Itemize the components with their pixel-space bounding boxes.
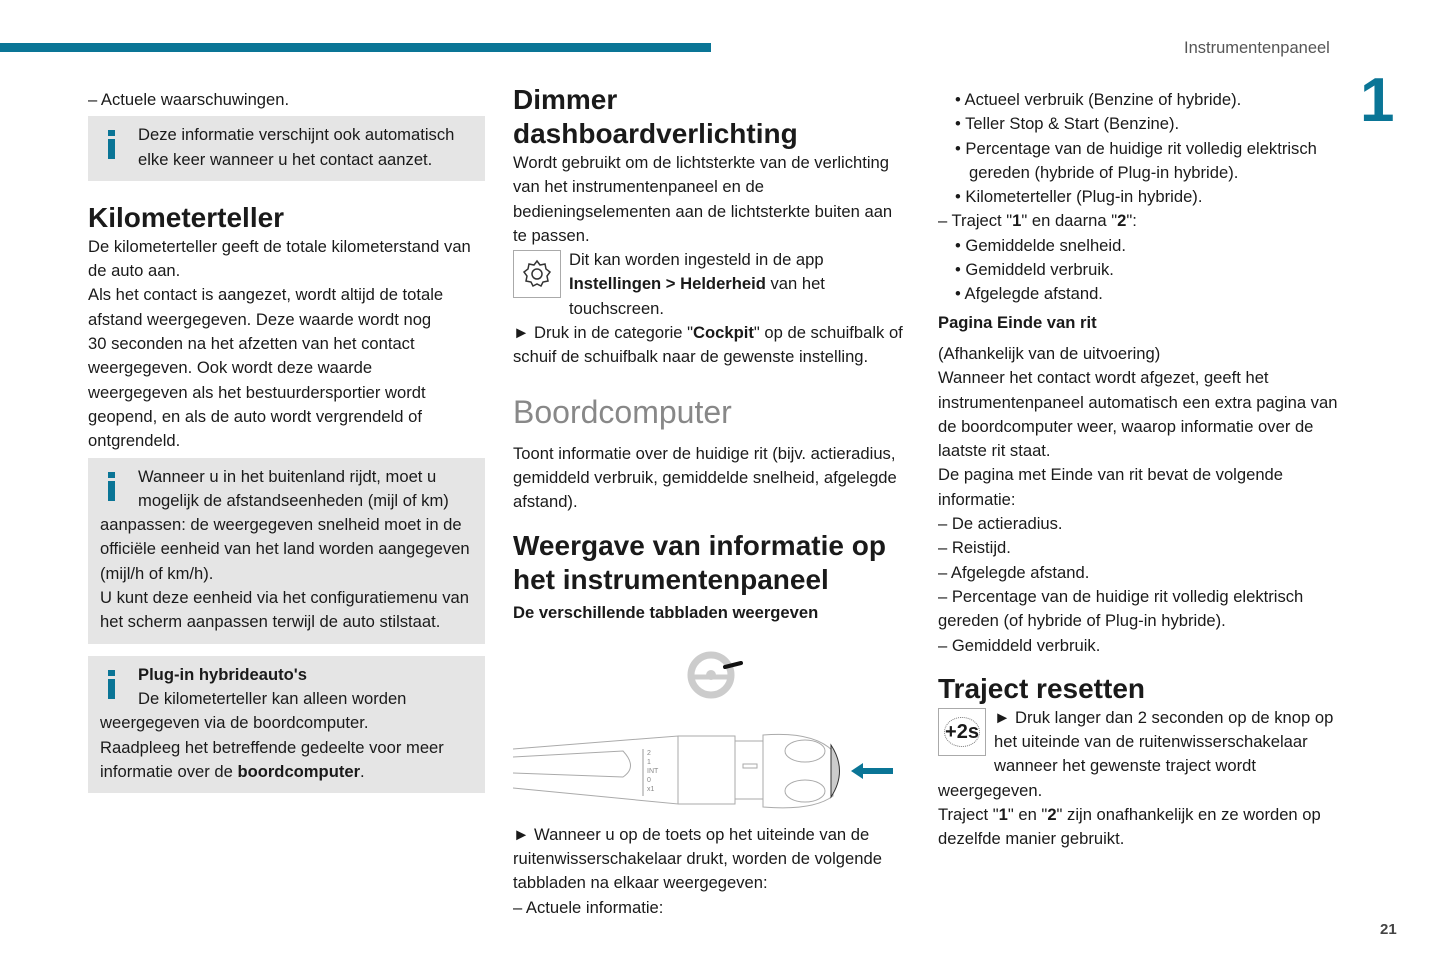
note-text: U kunt deze eenheid via het configuratiemenu van het scherm aanpassen terwijl de auto stilstaat.: [100, 588, 469, 632]
paragraph: Traject "1" en "2" zijn onafhankelijk en ze worden op dezelfde manier gebruikt.: [938, 805, 1321, 849]
fig-label: 1: [647, 758, 651, 766]
bullet-item: • Afgelegde afstand.: [955, 284, 1103, 304]
paragraph: (Afhankelijk van de uitvoering): [938, 343, 1161, 363]
dash-item: – Gemiddeld verbruik.: [938, 635, 1101, 655]
dash-item: – Traject "1" en daarna "2":: [938, 211, 1137, 231]
note-text: aanpassen: de weergegeven snelheid moet in de officiële eenheid van het land worden aangegeven (mijl/h of km/h).: [100, 515, 470, 583]
fig-label: 2: [647, 749, 651, 757]
info-icon: [108, 670, 116, 699]
paragraph: Wordt gebruikt om de lichtsterkte van de verlichting van het instrumentenpaneel en de bedieningselementen aan de lichtsterkte buiten aan te passen.: [513, 153, 893, 245]
bullet-item: • Kilometerteller (Plug-in hybride).: [955, 187, 1203, 207]
paragraph: De pagina met Einde van rit bevat de volgende informatie:: [938, 465, 1284, 509]
dash-item: – Actuele informatie:: [513, 897, 664, 917]
heading-kilometerteller: Kilometerteller: [88, 201, 285, 233]
note-text: weergegeven via de boordcomputer.: [100, 713, 369, 733]
column-1: [88, 88, 485, 793]
fig-label: 0: [647, 776, 651, 784]
paragraph: Dit kan worden ingesteld in de app Instellingen > Helderheid van het touchscreen.: [569, 250, 825, 318]
paragraph: Als het contact is aangezet, wordt altijd de totale afstand weergegeven. Deze waarde wordt nog 30 seconden na het afzetten van het contact weergegeven. Ook wordt deze waarde weergegeven als het bestuurdersportier wordt geopend, en als de auto wordt vergrendeld of ontgrendeld.: [88, 285, 444, 451]
dash-item: – Reistijd.: [938, 538, 1011, 558]
settings-gear-icon: [513, 250, 561, 298]
note-text: Wanneer u in het buitenland rijdt, moet u mogelijk de afstandseenheden (mijl of km): [138, 466, 449, 510]
paragraph: Toont informatie over de huidige rit (bijv. actieradius, gemiddeld verbruik, gemiddelde snelheid, afgelegde afstand).: [513, 443, 897, 512]
fig-label: x1: [647, 785, 655, 793]
bullet-item: • Gemiddelde snelheid.: [955, 235, 1126, 255]
hold-2s-icon: +2s: [938, 708, 986, 756]
dash-item: – Actuele waarschuwingen.: [88, 90, 290, 109]
dash-item: – Afgelegde afstand.: [938, 562, 1090, 582]
note-text: Deze informatie verschijnt ook automatisch elke keer wanneer u het contact aanzet.: [138, 125, 455, 169]
subheading: De verschillende tabbladen weergeven: [513, 602, 819, 622]
dash-item: – Percentage van de huidige rit volledig elektrisch gereden (of hybride of Plug-in hybride).: [938, 586, 1304, 631]
bullet-item: • Gemiddeld verbruik.: [955, 260, 1114, 280]
bullet-item: • Percentage van de huidige rit volledig elektrisch gereden (hybride of Plug-in hybride).: [955, 138, 1317, 182]
wiper-stalk-illustration: [513, 631, 908, 811]
fig-label: INT: [647, 767, 659, 775]
note-text: De kilometerteller kan alleen worden: [138, 688, 407, 708]
info-note: [88, 656, 485, 793]
step: ► Wanneer u op de toets op het uiteinde van de ruitenwisserschakelaar drukt, worden de volgende tabbladen na elkaar weergegeven:: [513, 824, 882, 893]
subheading-einde: Pagina Einde van rit: [938, 312, 1097, 332]
info-icon: [108, 130, 116, 159]
heading-traject-resetten: Traject resetten: [938, 672, 1145, 704]
dash-item: – De actieradius.: [938, 514, 1063, 534]
chapter-number: 1: [1360, 66, 1395, 135]
header-accent-bar: [0, 43, 711, 52]
info-icon: [108, 472, 116, 501]
heading-boordcomputer: Boordcomputer: [513, 393, 732, 430]
column-2: [513, 84, 908, 920]
heading-weergave: Weergave van informatie op het instrumentenpaneel: [513, 529, 886, 595]
step: ► Druk in de categorie "Cockpit" op de schuifbalk of schuif de schuifbalk naar de gewenste instelling.: [513, 323, 903, 367]
note-title: Plug-in hybrideauto's: [138, 664, 307, 684]
column-3: [938, 88, 1338, 852]
step: ► Druk langer dan 2 seconden op de knop op het uiteinde van de ruitenwisserschakelaar wanneer het gewenste traject wordt weergegeven.: [938, 707, 1334, 800]
paragraph: De kilometerteller geeft de totale kilometerstand van de auto aan.: [88, 236, 471, 281]
section-title: Instrumentenpaneel: [1184, 39, 1330, 57]
bullet-item: • Actueel verbruik (Benzine of hybride).: [955, 90, 1242, 109]
info-note: [88, 116, 485, 181]
info-note: [88, 458, 485, 644]
bullet-item: • Teller Stop & Start (Benzine).: [955, 114, 1180, 134]
note-text: Raadpleeg het betreffende gedeelte voor meer informatie over de boordcomputer.: [100, 737, 444, 781]
heading-dimmer: Dimmer dashboardverlichting: [513, 84, 798, 149]
page-number: 21: [1380, 921, 1397, 938]
paragraph: Wanneer het contact wordt afgezet, geeft het instrumentenpaneel automatisch een extra pagina van de boordcomputer weer, waarop informatie over de laatste rit staat.: [938, 368, 1338, 461]
steering-wheel-icon: [691, 655, 741, 695]
